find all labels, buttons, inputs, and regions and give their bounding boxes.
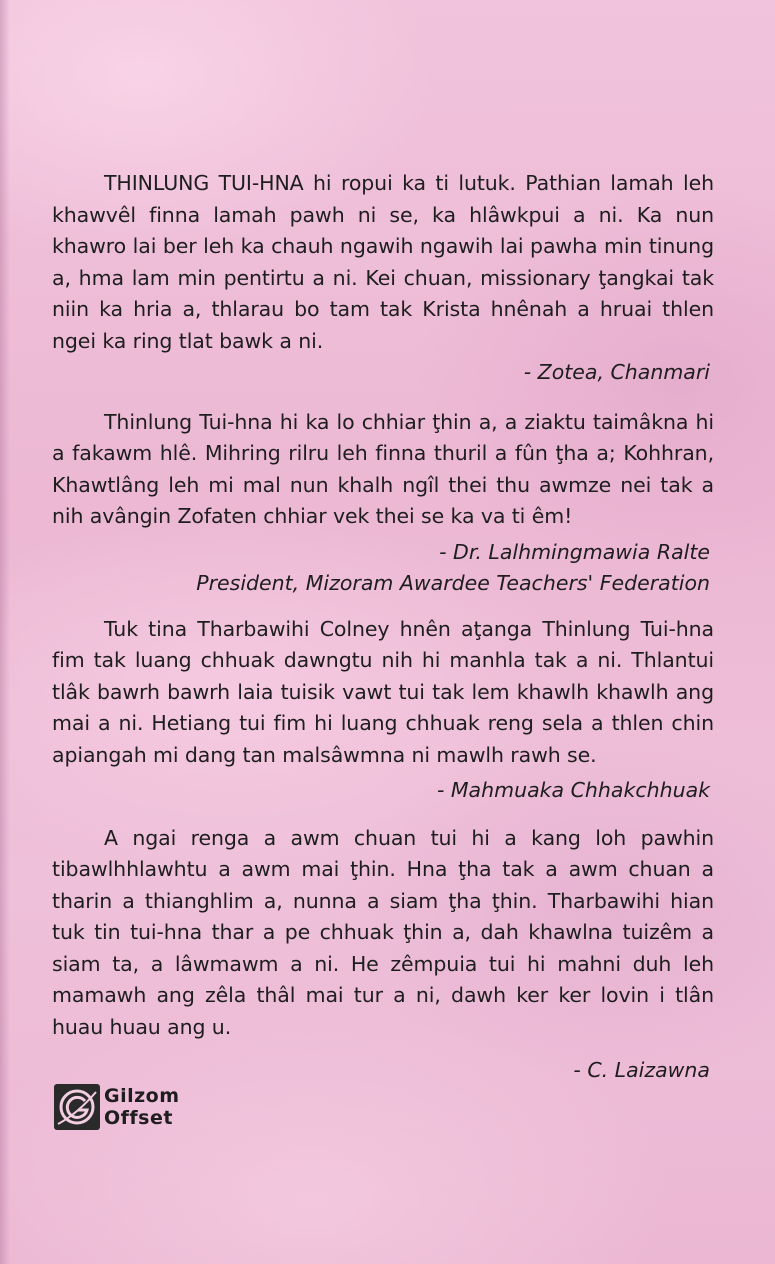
spine-shadow [0, 0, 10, 1264]
endorsement-paragraph-1: THINLUNG TUI-HNA hi ropui ka ti lutuk. Pathian lamah leh khawvêl finna lamah pawh ni se, ka hlâwkpui a ni. Ka nun khawro lai ber leh ka chauh ngawih ngawih lai pawha min tinung a, hma lam min pentirtu a ni. Kei chuan, missionary ţangkai tak niin ka hria a, thlarau bo tam tak Krista hnênah a hruai thlen ngei ka ring tlat bawk a ni. [52, 171, 714, 353]
endorsement-credit-1: - Zotea, Chanmari [523, 360, 710, 384]
endorsement-paragraph-3: Tuk tina Tharbawihi Colney hnên aţanga Thinlung Tui-hna fim tak luang chhuak dawngtu nih hi manhla tak a ni. Thlantui tlâk bawrh bawrh laia tuisik vawt tui tak lem khawlh khawlh ang mai a ni. Hetiang tui fim hi luang chhuak reng sela a thlen chin apiangah mi dang tan malsâwmna ni mawlh rawh se. [52, 616, 714, 767]
endorsement-credit-2: - Dr. Lalhmingmawia Ralte [439, 539, 710, 564]
publisher-logo [54, 1082, 180, 1132]
endorsement-credit-2-title: President, Mizoram Awardee Teachers' Federation [196, 571, 710, 595]
publisher-name [104, 1085, 180, 1129]
publisher-name-line-2: Offset [104, 1107, 173, 1129]
endorsement-paragraph-4: A ngai renga a awm chuan tui hi a kang loh pawhin tibawlhhlawhtu a awm mai ţhin. Hna ţha tak a awm chuan a tharin a thianghlim a, nunna a siam ţha ţhin. Tharbawihi hian tuk tin tui-hna thar a pe chhuak ţhin a, dah khawlna tuizêm a siam ta, a lâwmawm a ni. He zêmpuia tui hi mahni duh leh mamawh ang zêla thâl mai tur a ni, dawh ker ker lovin i tlân huau huau ang u. [52, 825, 714, 1039]
endorsement-credit-3: - Mahmuaka Chhakchhuak [436, 778, 710, 802]
endorsements [52, 168, 714, 1087]
endorsement-credit-4: - C. Laizawna [573, 1058, 710, 1082]
gilzom-offset-logo-icon [54, 1084, 100, 1130]
publisher-name-line-1: Gilzom [104, 1085, 180, 1107]
endorsement-paragraph-2: Thinlung Tui-hna hi ka lo chhiar ţhin a, a ziaktu taimâkna hi a fakawm hlê. Mihring rilru leh finna thuril a fûn ţha a; Kohhran, Khawtlâng leh mi mal nun khalh ngîl thei thu awmze nei tak a nih avângin Zofaten chhiar vek thei se ka va ti êm! [52, 409, 714, 528]
